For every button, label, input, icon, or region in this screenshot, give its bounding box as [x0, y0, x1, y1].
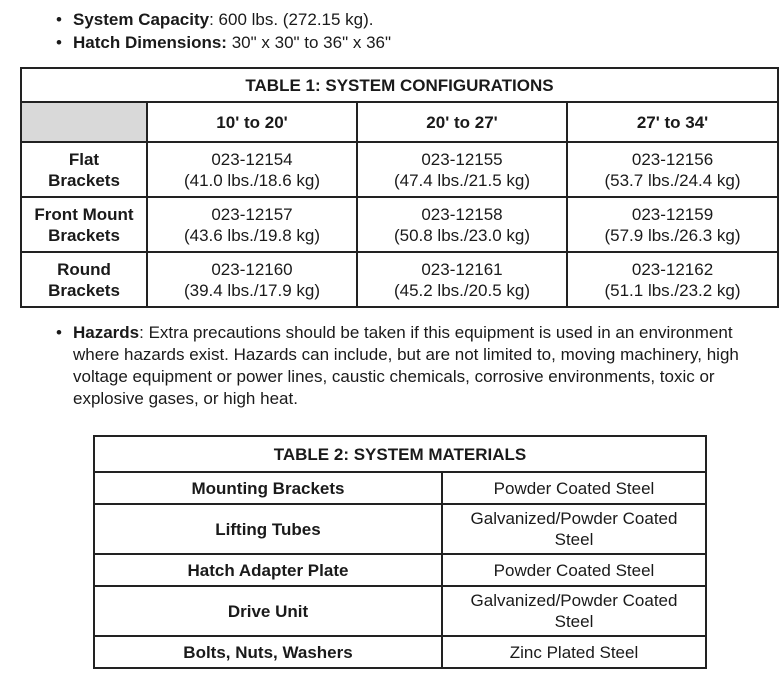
table2-row [94, 554, 706, 586]
table2-row [94, 586, 706, 636]
bullet-icon: • [56, 323, 62, 342]
table1-row-header: Flat Brackets [21, 142, 147, 197]
table1-col-header: 10' to 20' [147, 102, 357, 142]
bullet-icon: • [56, 33, 62, 52]
table1-cell: 023-12158 (50.8 lbs./23.0 kg) [357, 197, 567, 252]
table2-material: Galvanized/Powder Coated Steel [442, 586, 706, 636]
table1-row [21, 142, 778, 197]
system-configurations-table [20, 67, 779, 308]
bullet-icon: • [56, 10, 62, 29]
table1-cell: 023-12160 (39.4 lbs./17.9 kg) [147, 252, 357, 307]
table2-material: Powder Coated Steel [442, 554, 706, 586]
table1-cell: 023-12159 (57.9 lbs./26.3 kg) [567, 197, 778, 252]
table2-material: Zinc Plated Steel [442, 636, 706, 668]
table1-cell: 023-12156 (53.7 lbs./24.4 kg) [567, 142, 778, 197]
table1-cell: 023-12155 (47.4 lbs./21.5 kg) [357, 142, 567, 197]
table2-component: Hatch Adapter Plate [94, 554, 442, 586]
table1-cell: 023-12157 (43.6 lbs./19.8 kg) [147, 197, 357, 252]
table2-component: Bolts, Nuts, Washers [94, 636, 442, 668]
table1-row-header: Round Brackets [21, 252, 147, 307]
spec-hatch-dimensions: • Hatch Dimensions: 30" x 30" to 36" x 36" [56, 33, 392, 52]
hazards-bullet: • Hazards: Extra precautions should be taken if this equipment is used in an environment where hazards exist. Hazards can include, but are not limited to, moving machinery, high voltage equipment or power lines, caustic chemicals, corrosive environments, toxic or explosive gases, or high heat. [56, 323, 739, 408]
table2-row [94, 636, 706, 668]
table2-component: Drive Unit [94, 586, 442, 636]
table1-cell: 023-12154 (41.0 lbs./18.6 kg) [147, 142, 357, 197]
table1-col-header: 20' to 27' [357, 102, 567, 142]
table2-component: Lifting Tubes [94, 504, 442, 554]
system-materials-table [93, 435, 707, 669]
table2-row [94, 504, 706, 554]
table1-col-header: 27' to 34' [567, 102, 778, 142]
table1-corner-cell [21, 102, 147, 142]
table1-row [21, 252, 778, 307]
table1-title: TABLE 1: SYSTEM CONFIGURATIONS [21, 68, 778, 102]
table1-cell: 023-12161 (45.2 lbs./20.5 kg) [357, 252, 567, 307]
table2-material: Galvanized/Powder Coated Steel [442, 504, 706, 554]
table1-row [21, 197, 778, 252]
spec-bullet-list [56, 8, 776, 54]
table1-cell: 023-12162 (51.1 lbs./23.2 kg) [567, 252, 778, 307]
table2-row [94, 472, 706, 504]
spec-system-capacity: • System Capacity: 600 lbs. (272.15 kg). [56, 10, 374, 29]
table2-component: Mounting Brackets [94, 472, 442, 504]
table1-row-header: Front Mount Brackets [21, 197, 147, 252]
table2-title: TABLE 2: SYSTEM MATERIALS [94, 436, 706, 472]
table2-material: Powder Coated Steel [442, 472, 706, 504]
